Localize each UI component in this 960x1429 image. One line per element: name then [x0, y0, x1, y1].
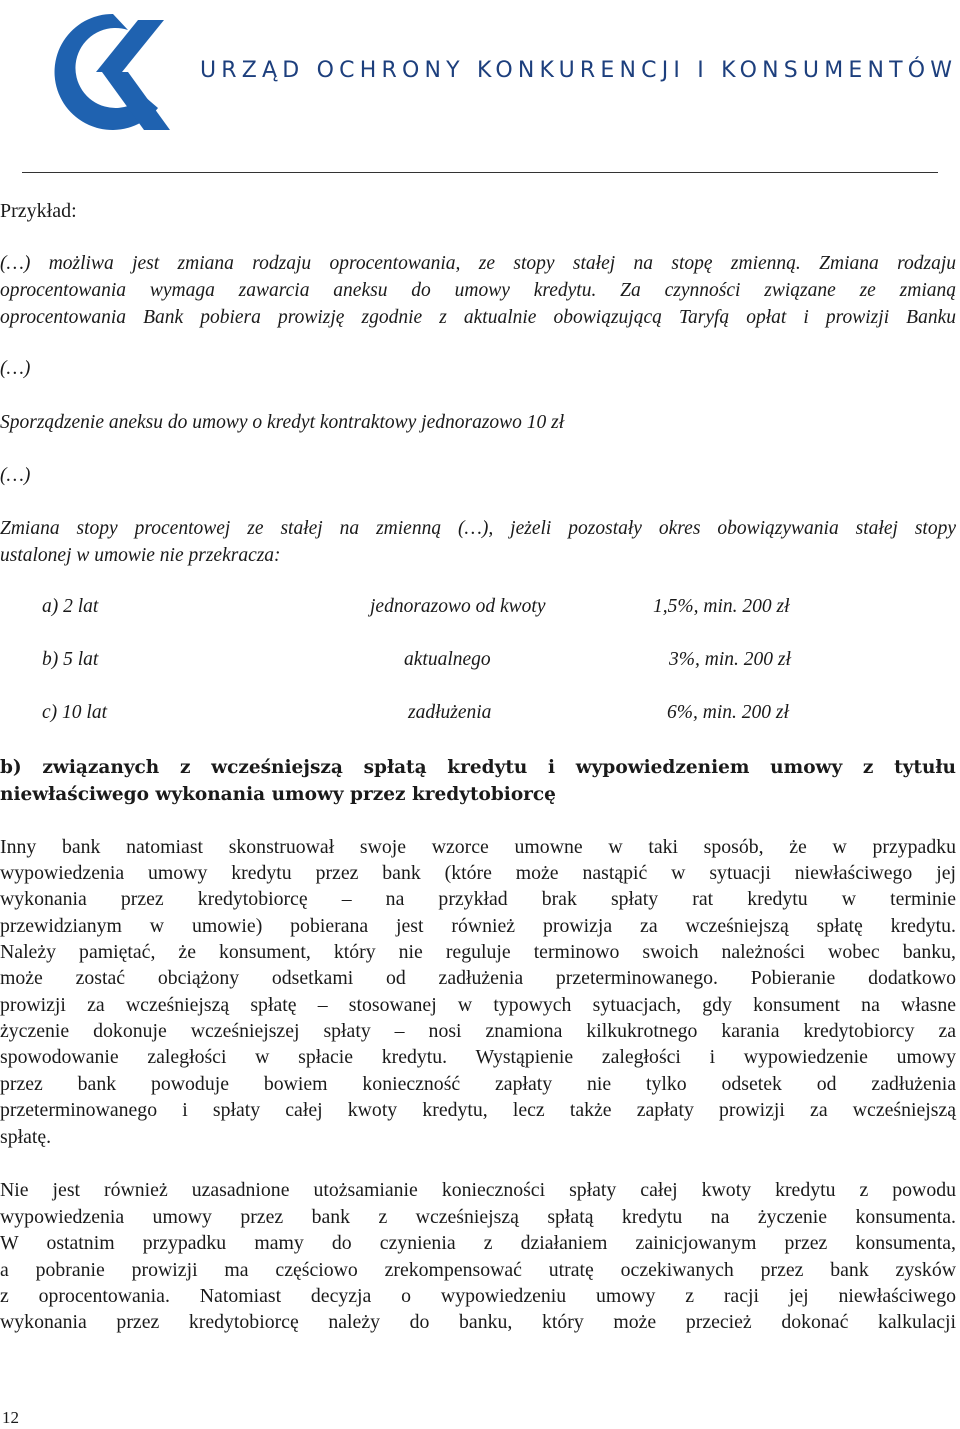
organization-name: URZĄD OCHRONY KONKURENCJI I KONSUMENTÓW — [200, 58, 958, 83]
p2-line: Nie jest również uzasadnione utożsamianie konieczności spłaty całej kwoty kredytu z powodu — [0, 1179, 956, 1201]
rate-change-line-2: ustalonej w umowie nie przekracza: — [0, 545, 281, 566]
fee-period: b) 5 lat — [42, 649, 99, 670]
uokik-logo — [40, 8, 170, 136]
quote-line-1: (…) możliwa jest zmiana rodzaju oprocentowania, ze stopy stałej na stopę zmienną. Zmiana rodzaju — [0, 253, 956, 274]
quote-line-2: oprocentowania wymaga zawarcia aneksu do umowy kredytu. Za czynności związane ze zmianą — [0, 280, 956, 301]
p1-line: prowizji za wcześniejszą spłatę – stosowanej w typowych sytuacjach, gdy konsument na własne — [0, 994, 956, 1016]
quote-line-3: oprocentowania Bank pobiera prowizję zgodnie z aktualnie obowiązującą Taryfą opłat i prowizji Banku — [0, 307, 956, 328]
p1-line: przez bank powoduje bowiem konieczność zapłaty nie tylko odsetek od zadłużenia — [0, 1073, 956, 1095]
header-divider — [22, 172, 938, 173]
p2-line: z oprocentowania. Natomiast decyzja o wypowiedzeniu umowy z racji jej niewłaściwego — [0, 1285, 956, 1307]
fee-description: aktualnego — [404, 649, 491, 670]
p2-line: W ostatnim przypadku mamy do czynienia z działaniem zainicjowanym przez konsumenta, — [0, 1232, 956, 1254]
section-b-heading-line-1: b) związanych z wcześniejszą spłatą kredytu i wypowiedzeniem umowy z tytułu — [0, 757, 956, 778]
p1-line: Inny bank natomiast skonstruował swoje wzorce umowne w taki sposób, że w przypadku — [0, 836, 956, 858]
p1-line: Należy pamiętać, że konsument, który nie reguluje terminowo swoich należności wobec banku, — [0, 941, 956, 963]
p1-line: przewidzianym w umowie) pobierana jest również prowizja za wcześniejszą spłatę kredytu. — [0, 915, 956, 937]
fee-amount: 1,5%, min. 200 zł — [653, 596, 790, 617]
fee-description: jednorazowo od kwoty — [370, 596, 546, 617]
p1-line: może zostać obciążony odsetkami od zadłużenia przeterminowanego. Pobieranie dodatkowo — [0, 967, 956, 989]
fee-period: a) 2 lat — [42, 596, 99, 617]
fee-period: c) 10 lat — [42, 702, 107, 723]
p1-line: spłatę. — [0, 1126, 52, 1148]
fee-amount: 6%, min. 200 zł — [667, 702, 789, 723]
fee-description: zadłużenia — [408, 702, 492, 723]
annex-fee-line: Sporządzenie aneksu do umowy o kredyt kontraktowy jednorazowo 10 zł — [0, 412, 565, 433]
p1-line: życzenie dokonuje wcześniejszej spłaty – nosi znamiona kilkukrotnego karania kredytobiorcy za — [0, 1020, 956, 1042]
p1-line: przeterminowanego i spłaty całej kwoty kredytu, lecz także zapłaty prowizji za wcześniejszą — [0, 1099, 956, 1121]
example-label: Przykład: — [0, 200, 77, 222]
p2-line: wykonania przez kredytobiorcę należy do banku, który może przecież dokonać kalkulacji — [0, 1311, 956, 1333]
p1-line: wykonania przez kredytobiorcę – na przykład brak spłaty rat kredytu w terminie — [0, 888, 956, 910]
fee-amount: 3%, min. 200 zł — [669, 649, 791, 670]
page-number: 12 — [2, 1408, 19, 1427]
rate-change-line-1: Zmiana stopy procentowej ze stałej na zmienną (…), jeżeli pozostały okres obowiązywania stałej stopy — [0, 518, 956, 539]
ellipsis-2: (…) — [0, 465, 31, 486]
p2-line: a pobranie prowizji ma częściowo zrekompensować utratę oczekiwanych przez bank zysków — [0, 1259, 956, 1281]
section-b-heading-line-2: niewłaściwego wykonania umowy przez kredytobiorcę — [0, 784, 556, 805]
ellipsis-1: (…) — [0, 358, 31, 379]
p2-line: wypowiedzenia umowy przez bank z wcześniejszą spłatą kredytu na życzenie konsumenta. — [0, 1206, 956, 1228]
p1-line: spowodowanie zaległości w spłacie kredytu. Wystąpienie zaległości i wypowiedzenie umowy — [0, 1046, 956, 1068]
p1-line: wypowiedzenia umowy kredytu przez bank (które może nastąpić w sytuacji niewłaściwego jej — [0, 862, 956, 884]
